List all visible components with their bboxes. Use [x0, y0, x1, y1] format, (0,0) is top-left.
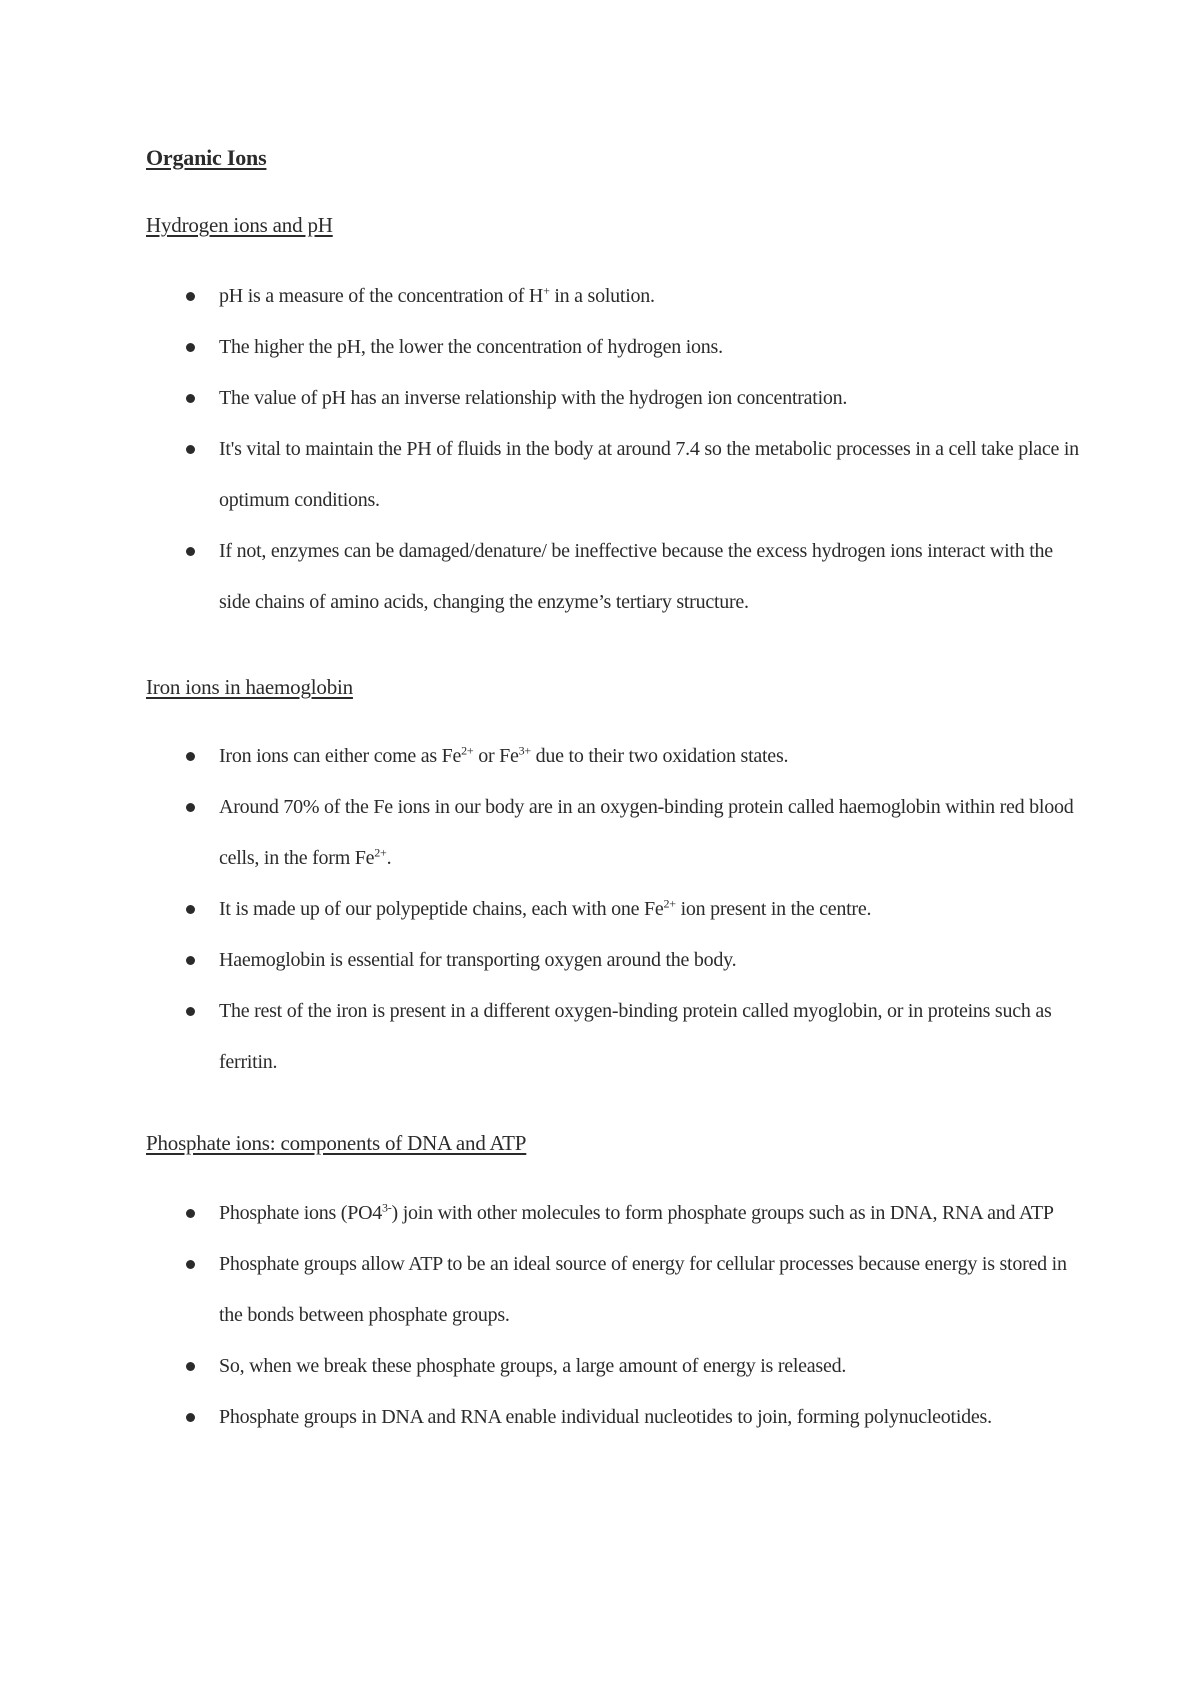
superscript-charge: 2+	[461, 743, 474, 758]
bullet-item: The rest of the iron is present in a different oxygen-binding protein called myoglobin, or in proteins such as ferritin.	[146, 986, 1086, 1088]
document-title: Organic Ions	[146, 145, 267, 170]
bullet-item: Phosphate groups in DNA and RNA enable individual nucleotides to join, forming polynucleotides.	[146, 1392, 1086, 1443]
section-heading-phosphate: Phosphate ions: components of DNA and ATP	[146, 1131, 527, 1155]
bullet-item: It is made up of our polypeptide chains, each with one $Fe^{2+}$ ion present in the centre.	[146, 884, 1086, 935]
bullet-list-iron	[146, 731, 1086, 1088]
bullet-item: If not, enzymes can be damaged/denature/ be ineffective because the excess hydrogen ions interact with the side chains of amino acids, changing the enzyme’s tertiary structure.	[146, 526, 1086, 628]
superscript-charge: 3+	[518, 743, 531, 758]
bullet-item: The higher the pH, the lower the concentration of hydrogen ions.	[146, 322, 1086, 373]
bullet-item: pH is a measure of the concentration of H+ in a solution.	[146, 271, 1086, 322]
superscript-charge: 3-	[382, 1200, 392, 1215]
superscript-charge: 2+	[374, 845, 387, 860]
bullet-list-hydrogen	[146, 271, 1086, 628]
section-heading-iron: Iron ions in haemoglobin	[146, 675, 353, 699]
bullet-list-phosphate	[146, 1188, 1086, 1443]
bullet-item: Iron ions can either come as $Fe^{2+}$ or $Fe^{3+}$ due to their two oxidation states.	[146, 731, 1086, 782]
superscript-charge: 2+	[663, 896, 676, 911]
bullet-item: Around 70% of the Fe ions in our body are in an oxygen-binding protein called haemoglobin within red blood cells, in the form $Fe^{2+}$.	[146, 782, 1086, 884]
superscript-charge: +	[543, 283, 550, 298]
section-heading-hydrogen: Hydrogen ions and pH	[146, 213, 333, 237]
bullet-item: The value of pH has an inverse relationship with the hydrogen ion concentration.	[146, 373, 1086, 424]
bullet-item: It's vital to maintain the PH of fluids in the body at around 7.4 so the metabolic processes in a cell take place in optimum conditions.	[146, 424, 1086, 526]
bullet-item: Phosphate ions $(PO4^{3-})$ join with other molecules to form phosphate groups such as in DNA, RNA and ATP	[146, 1188, 1086, 1239]
bullet-item: Haemoglobin is essential for transporting oxygen around the body.	[146, 935, 1086, 986]
bullet-item: Phosphate groups allow ATP to be an ideal source of energy for cellular processes because energy is stored in the bonds between phosphate groups.	[146, 1239, 1086, 1341]
bullet-item: So, when we break these phosphate groups, a large amount of energy is released.	[146, 1341, 1086, 1392]
